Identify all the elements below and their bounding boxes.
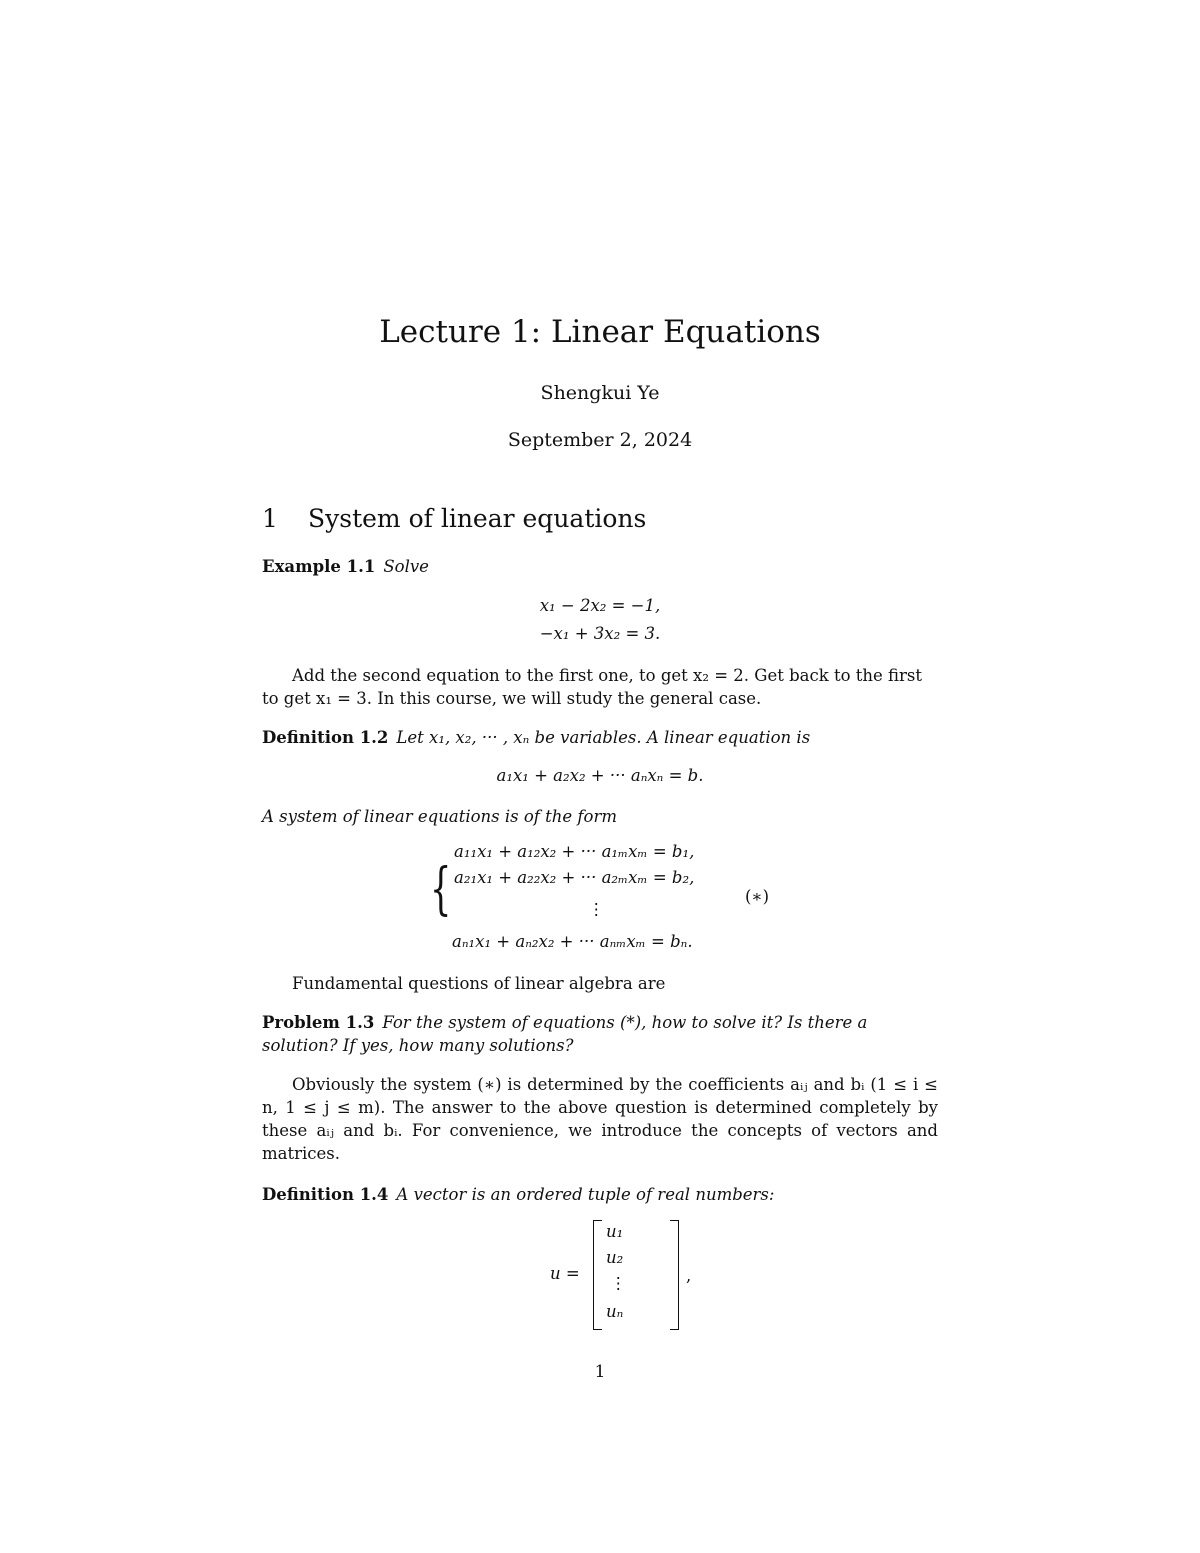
- system-line-n: aₙ₁x₁ + aₙ₂x₂ + ··· aₙₘxₘ = bₙ.: [452, 932, 693, 951]
- linear-equation: a₁x₁ + a₂x₂ + ··· aₙxₙ = b.: [496, 766, 704, 785]
- problem-label: Problem 1.3: [262, 1013, 375, 1032]
- paragraph-solution: Add the second equation to the first one, to get x₂ = 2. Get back to the first to get x₁ = 3. In this course, we will study the general case.: [262, 666, 923, 708]
- paragraph-coefficients: Obviously the system (∗) is determined by the coefficients aᵢⱼ and bᵢ (1 ≤ i ≤ n, 1 ≤ j ≤ m). The answer to the above question is determined completely by these aᵢⱼ and bᵢ. For convenience, we introduce the concepts of vectors and matrices.: [262, 1075, 938, 1163]
- section-heading: [262, 504, 646, 533]
- left-brace: {: [430, 857, 452, 922]
- definition-label: Definition 1.4: [262, 1185, 389, 1204]
- vector-component-1: u₁: [606, 1222, 624, 1241]
- system-vdots: ⋮: [588, 900, 605, 919]
- definition-1-2: [262, 726, 938, 749]
- definition-text: Let x₁, x₂, ··· , xₙ be variables. A linear equation is: [396, 728, 811, 747]
- example-text: Solve: [383, 557, 429, 576]
- example-equation-1: x₁ − 2x₂ = −1,: [539, 596, 661, 615]
- definition-1-4: [262, 1183, 938, 1206]
- definition-text: A vector is an ordered tuple of real numbers:: [396, 1185, 775, 1204]
- page-number: 1: [594, 1362, 606, 1382]
- author-name: Shengkui Ye: [540, 382, 660, 404]
- right-bracket: [670, 1220, 679, 1330]
- section-title: System of linear equations: [308, 504, 647, 533]
- section-number: 1: [262, 504, 278, 533]
- date: September 2, 2024: [507, 429, 693, 451]
- example-equation-2: −x₁ + 3x₂ = 3.: [539, 624, 661, 643]
- system-line-2: a₂₁x₁ + a₂₂x₂ + ··· a₂ₘxₘ = b₂,: [454, 868, 695, 887]
- vector-comma: ,: [686, 1266, 692, 1285]
- definition-label: Definition 1.2: [262, 728, 389, 747]
- example-1-1: [262, 555, 938, 578]
- example-label: Example 1.1: [262, 557, 376, 576]
- vector-component-n: uₙ: [606, 1302, 624, 1321]
- vector-component-2: u₂: [606, 1248, 624, 1267]
- system-line-1: a₁₁x₁ + a₁₂x₂ + ··· a₁ₘxₘ = b₁,: [454, 842, 695, 861]
- problem-1-3: [262, 1011, 938, 1057]
- equation-tag: (∗): [745, 887, 770, 906]
- left-bracket: [593, 1220, 602, 1330]
- paper-title: Lecture 1: Linear Equations: [379, 314, 821, 350]
- vector-lhs: u =: [550, 1264, 580, 1283]
- paragraph-fundamental: Fundamental questions of linear algebra are: [292, 974, 666, 993]
- problem-text: For the system of equations (*), how to solve it? Is there a solution? If yes, how many solutions?: [262, 1013, 868, 1055]
- system-intro: A system of linear equations is of the form: [262, 807, 617, 826]
- vector-vdots: ⋮: [610, 1274, 627, 1293]
